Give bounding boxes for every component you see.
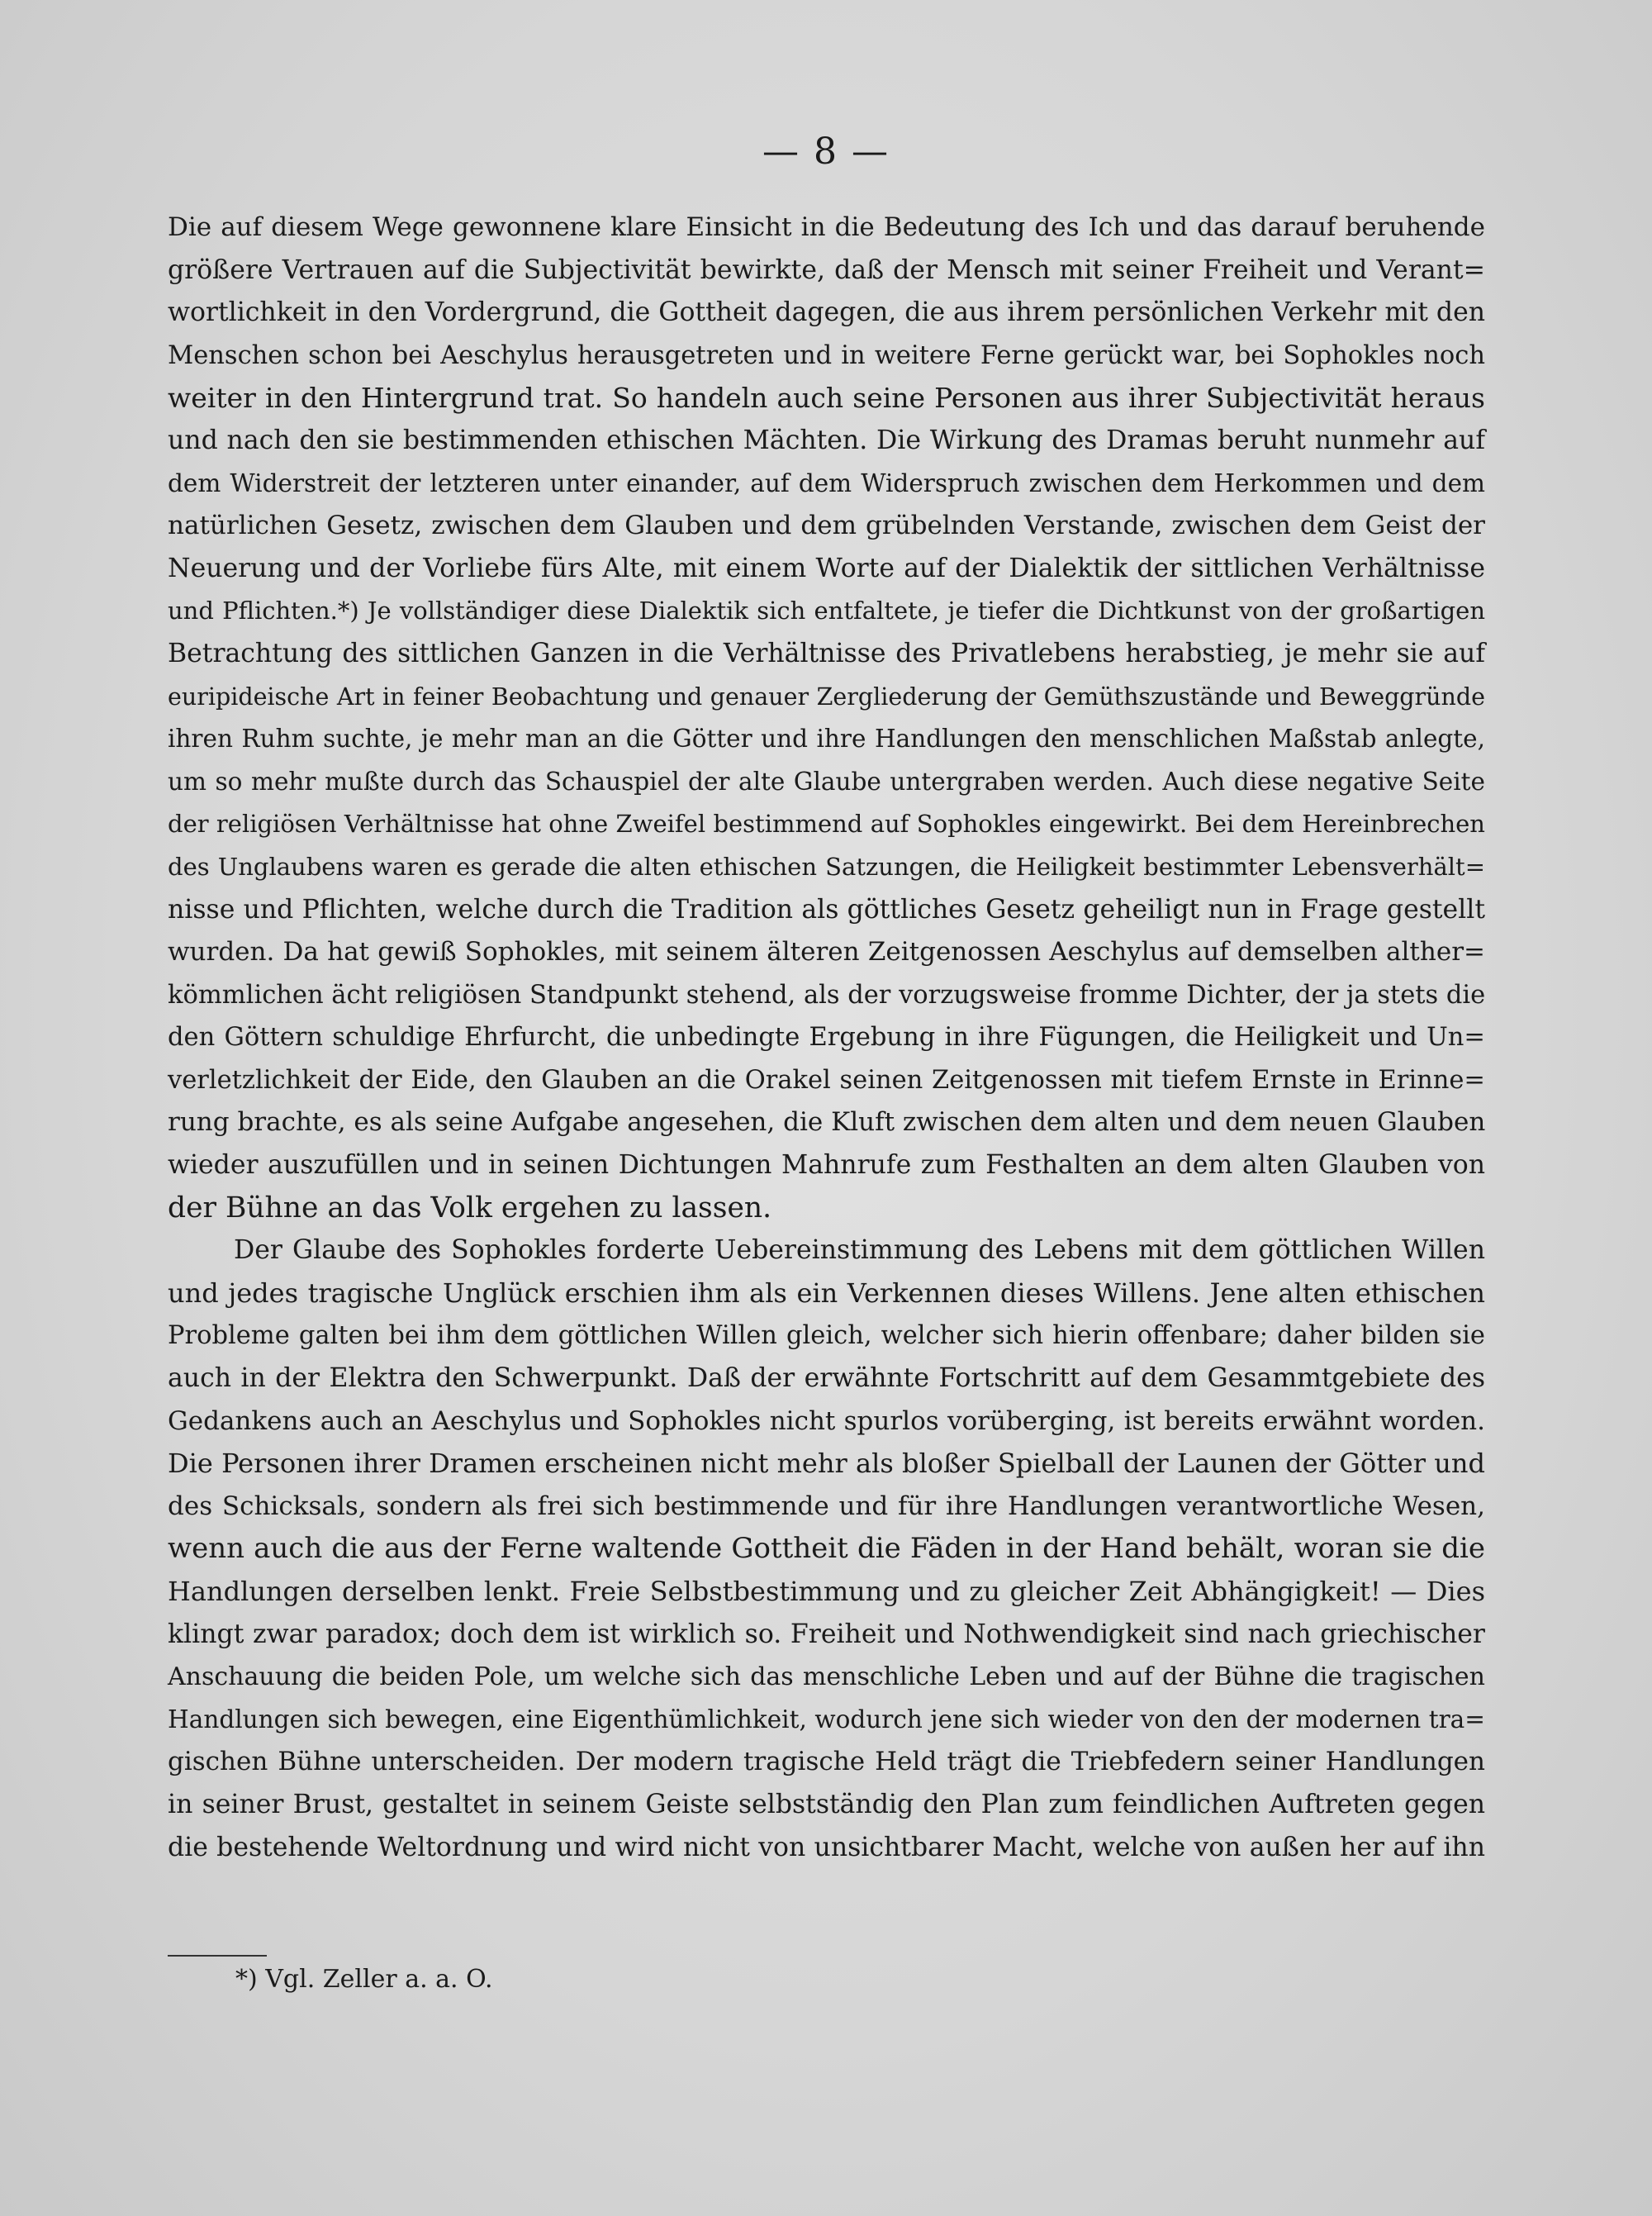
text-line: Anschauung die beiden Pole, um welche sich das menschliche Leben und auf der Bühne die tragischen: [168, 1662, 1485, 1692]
text-line: des Schicksals, sondern als frei sich bestimmende und für ihre Handlungen verantwortliche Wesen,: [168, 1491, 1485, 1521]
text-line: und nach den sie bestimmenden ethischen Mächten. Die Wirkung des Dramas beruht nunmehr auf: [168, 425, 1485, 455]
text-line: natürlichen Gesetz, zwischen dem Glauben und dem grübelnden Verstande, zwischen dem Geist der: [168, 511, 1485, 541]
text-line: und Pflichten.*) Je vollständiger diese Dialektik sich entfaltete, je tiefer die Dichtkunst von der großartigen: [168, 597, 1485, 625]
text-line: Die Personen ihrer Dramen erscheinen nicht mehr als bloßer Spielball der Launen der Götter und: [168, 1448, 1485, 1480]
page-number: — 8 —: [762, 131, 890, 173]
text-line: ihren Ruhm suchte, je mehr man an die Götter und ihre Handlungen den menschlichen Maßstab anlegte,: [168, 725, 1485, 754]
text-line: der religiösen Verhältnisse hat ohne Zweifel bestimmend auf Sophokles eingewirkt. Bei dem Hereinbrechen: [168, 810, 1485, 839]
text-line: kömmlichen ächt religiösen Standpunkt stehend, als der vorzugsweise fromme Dichter, der ja stets die: [168, 980, 1486, 1010]
text-line: auch in der Elektra den Schwerpunkt. Daß der erwähnte Fortschritt auf dem Gesammtgebiete des: [168, 1363, 1485, 1394]
text-line: Die auf diesem Wege gewonnene klare Einsicht in die Bedeutung des Ich und das darauf beruhende: [168, 212, 1485, 242]
text-line: dem Widerstreit der letzteren unter einander, auf dem Widerspruch zwischen dem Herkommen und dem: [168, 468, 1485, 497]
footnote-divider: [168, 1955, 267, 1957]
body-text: [168, 207, 1485, 1869]
text-line: verletzlichkeit der Eide, den Glauben an die Orakel seinen Zeitgenossen mit tiefem Ernste in Erinne=: [168, 1065, 1485, 1095]
text-line: größere Vertrauen auf die Subjectivität bewirkte, daß der Mensch mit seiner Freiheit und Verant=: [168, 254, 1485, 285]
text-line: euripideische Art in feiner Beobachtung und genauer Zergliederung der Gemüthszustände und Beweggründe: [168, 682, 1485, 711]
text-line: Probleme galten bei ihm dem göttlichen Willen gleich, welcher sich hierin offenbare; daher bilden sie: [168, 1321, 1485, 1351]
text-line: rung brachte, es als seine Aufgabe angesehen, die Kluft zwischen dem alten und dem neuen Glauben: [168, 1107, 1486, 1138]
text-line: gischen Bühne unterscheiden. Der modern tragische Held trägt die Triebfedern seiner Handlungen: [168, 1747, 1485, 1777]
text-line: um so mehr mußte durch das Schauspiel der alte Glaube untergraben werden. Auch diese negative Seite: [168, 767, 1485, 796]
text-line: Handlungen sich bewegen, eine Eigenthümlichkeit, wodurch jene sich wieder von den der modernen tra=: [168, 1705, 1485, 1733]
text-line: die bestehende Weltordnung und wird nicht von unsichtbarer Macht, welche von außen her auf ihn: [168, 1832, 1485, 1862]
text-line: Der Glaube des Sophokles forderte Uebereinstimmung des Lebens mit dem göttlichen Willen: [234, 1235, 1485, 1266]
text-line: und jedes tragische Unglück erschien ihm als ein Verkennen dieses Willens. Jene alten ethischen: [168, 1277, 1485, 1309]
footnote: *) Vgl. Zeller a. a. O.: [235, 1965, 493, 1994]
text-line: in seiner Brust, gestaltet in seinem Geiste selbstständig den Plan zum feindlichen Auftreten gegen: [168, 1789, 1485, 1819]
text-line: Betrachtung des sittlichen Ganzen in die Verhältnisse des Privatlebens herabstieg, je mehr sie auf: [168, 638, 1485, 668]
text-line: Gedankens auch an Aeschylus und Sophokles nicht spurlos vorüberging, ist bereits erwähnt worden.: [168, 1405, 1485, 1436]
text-line: weiter in den Hintergrund trat. So handeln auch seine Personen aus ihrer Subjectivität heraus: [168, 382, 1485, 415]
text-line: der Bühne an das Volk ergehen zu lassen.: [168, 1191, 772, 1225]
text-line: den Göttern schuldige Ehrfurcht, die unbedingte Ergebung in ihre Fügungen, die Heiligkeit und Un=: [168, 1023, 1485, 1053]
text-line: Menschen schon bei Aeschylus herausgetreten und in weitere Ferne gerückt war, bei Sophokles noch: [168, 340, 1485, 370]
text-line: wieder auszufüllen und in seinen Dichtungen Mahnrufe zum Festhalten an dem alten Glauben von: [168, 1150, 1485, 1181]
text-line: Handlungen derselben lenkt. Freie Selbstbestimmung und zu gleicher Zeit Abhängigkeit! — Dies: [168, 1576, 1485, 1607]
text-line: Neuerung und der Vorliebe fürs Alte, mit einem Worte auf der Dialektik der sittlichen Verhältnisse: [168, 553, 1485, 583]
text-line: nisse und Pflichten, welche durch die Tradition als göttliches Gesetz geheiligt nun in Frage gestellt: [168, 894, 1485, 925]
text-line: wurden. Da hat gewiß Sophokles, mit seinem älteren Zeitgenossen Aeschylus auf demselben alther=: [168, 937, 1485, 968]
text-line: klingt zwar paradox; doch dem ist wirklich so. Freiheit und Nothwendigkeit sind nach griechischer: [168, 1619, 1485, 1649]
text-line: wortlichkeit in den Vordergrund, die Gottheit dagegen, die aus ihrem persönlichen Verkehr mit den: [168, 297, 1486, 328]
text-line: des Unglaubens waren es gerade die alten ethischen Satzungen, die Heiligkeit bestimmter Lebensverhält=: [168, 852, 1485, 881]
text-line: wenn auch die aus der Ferne waltende Gottheit die Fäden in der Hand behält, woran sie die: [168, 1532, 1485, 1566]
